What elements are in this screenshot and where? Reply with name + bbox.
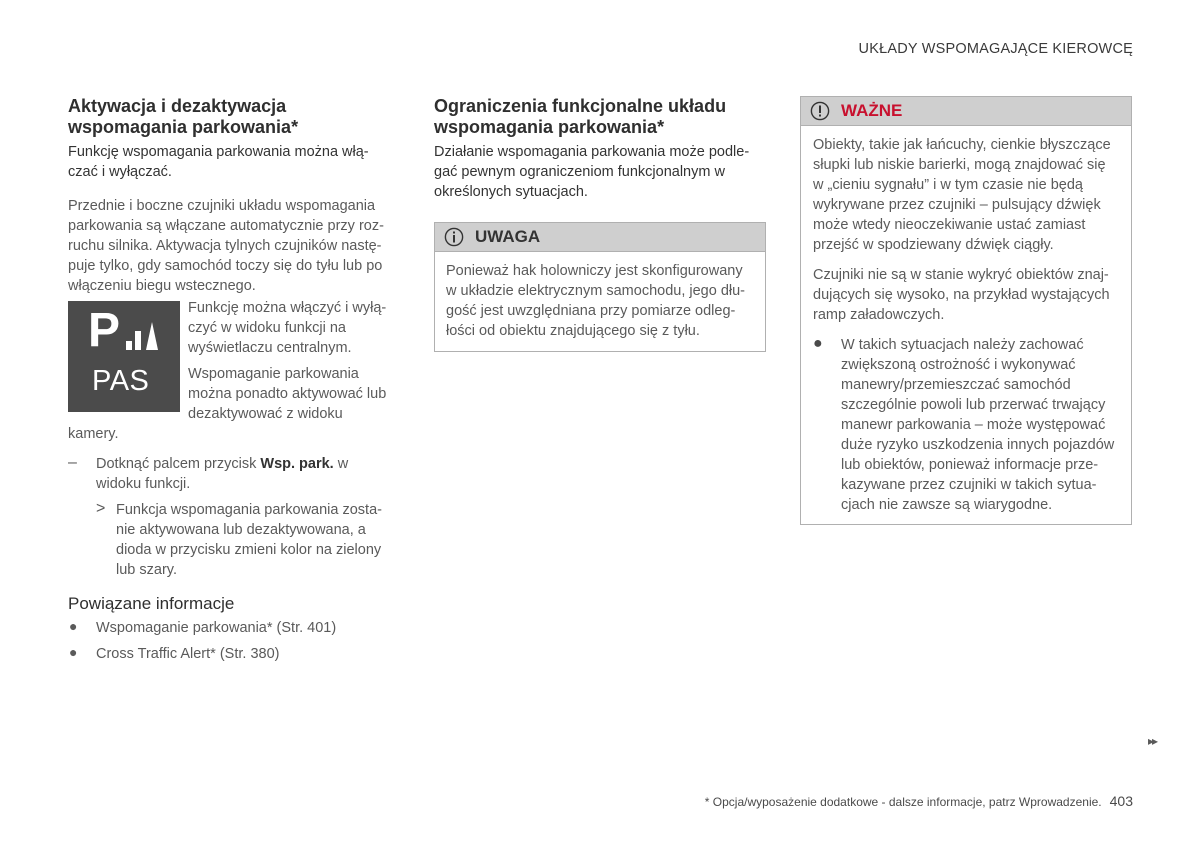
info-icon xyxy=(444,227,464,247)
step-text: Dotknąć palcem przycisk Wsp. park. w widoku funkcji. xyxy=(96,456,349,492)
pas-block xyxy=(68,298,394,444)
wsp-park-button-ref: Wsp. park. xyxy=(260,456,334,472)
parking-assist-icon xyxy=(68,301,180,412)
footnote-text: * Opcja/wyposażenie dodatkowe - dalsze informacje, patrz Wprowadzenie. xyxy=(704,795,1102,809)
important-header xyxy=(801,97,1131,126)
paragraph: Obiekty, takie jak łańcuchy, cienkie błyszczące słupki lub niskie barierki, mogą znajdować się w „cieniu sygnału” i w tym czasie nie będą wykrywane przez czujniki – pulsujący dźwięk może wtedy nieoczekiwanie ustać zamiast przejść w spodziewany dźwięk ciągły. xyxy=(813,137,1111,253)
result-item xyxy=(68,500,394,580)
exclamation-icon xyxy=(810,101,830,121)
note-body xyxy=(435,252,765,351)
bullet-icon: ● xyxy=(69,618,78,634)
page-header-title: UKŁADY WSPOMAGAJĄCE KIEROWCĘ xyxy=(858,41,1133,57)
paragraph: Przednie i boczne czujniki układu wspomagania parkowania są włączane automatycznie przy roz-ruchu silnika. Aktywacja tylnych czujników nastę-puje tylko, gdy samochód toczy się do tyłu lub po włączeniu biegu wstecznego. xyxy=(68,198,384,294)
bullet-text: W takich sytuacjach należy zachować zwiększoną ostrożność i wykonywać manewry/przemieszczać samochód szczególnie powoli lub przerwać trwający manewr parkowania – może występować duże ryzyko uszkodzenia innych pojazdów lub obiektów, ponieważ informacje prze-kazywane przez czujniki w takich sytua-cjach nie zawsze są wiarygodne. xyxy=(841,337,1115,513)
continue-arrows-icon: ▸▸ xyxy=(1148,734,1157,748)
step-dash: – xyxy=(68,454,77,471)
section-heading: Aktywacja i dezaktywacja wspomagania parkowania* xyxy=(68,96,299,137)
result-arrow: > xyxy=(96,500,106,517)
page-number: 403 xyxy=(1109,793,1133,809)
paragraph: Funkcję można włączyć i wyłą-czyć w widoku funkcji na wyświetlaczu centralnym. xyxy=(188,300,387,356)
column-activation xyxy=(68,96,394,670)
footer xyxy=(705,793,1133,809)
paragraph: Czujniki nie są w stanie wykryć obiektów znaj-dujących się wysoko, na przykład wystających ramp załadowczych. xyxy=(813,267,1110,323)
important-bullet xyxy=(813,335,1119,515)
column-limitations xyxy=(434,96,766,352)
sensor-waves-icon xyxy=(124,317,164,351)
section-heading: Ograniczenia funkcjonalne układu wspomagania parkowania* xyxy=(434,96,727,137)
step-item xyxy=(68,454,394,494)
result-text: Funkcja wspomagania parkowania zosta-nie aktywowana lub dezaktywowana, a dioda w przycisku zmieni kolor na zielony lub szary. xyxy=(116,502,382,578)
note-header xyxy=(435,223,765,252)
parking-p-letter: P xyxy=(88,304,121,357)
paragraph: Wspomaganie parkowania można ponadto aktywować lub dezaktywować z widoku kamery. xyxy=(68,366,387,442)
column-important xyxy=(800,96,1132,525)
related-link[interactable]: ● Cross Traffic Alert* (Str. 380) xyxy=(69,644,280,662)
lead-text: Funkcję wspomagania parkowania można włą-czać i wyłączać. xyxy=(68,144,369,180)
note-box xyxy=(434,222,766,352)
bullet-icon: ● xyxy=(69,644,78,660)
important-label: WAŻNE xyxy=(841,101,903,120)
note-text: Ponieważ hak holowniczy jest skonfigurowany w układzie elektrycznym samochodu, jego dłu-gość jest uwzględniana przy pomiarze odleg-łości od obiektu znajdującego się z tyłu. xyxy=(446,263,745,339)
note-label: UWAGA xyxy=(475,227,541,246)
important-box xyxy=(800,96,1132,525)
bullet-icon: ● xyxy=(813,335,823,352)
related-link[interactable]: ● Wspomaganie parkowania* (Str. 401) xyxy=(69,618,337,636)
important-body xyxy=(801,126,1131,524)
lead-text: Działanie wspomagania parkowania może podle-gać pewnym ograniczeniom funkcjonalnym w określonych sytuacjach. xyxy=(434,144,750,200)
related-heading: Powiązane informacje xyxy=(68,594,235,613)
pas-label: PAS xyxy=(92,365,150,397)
